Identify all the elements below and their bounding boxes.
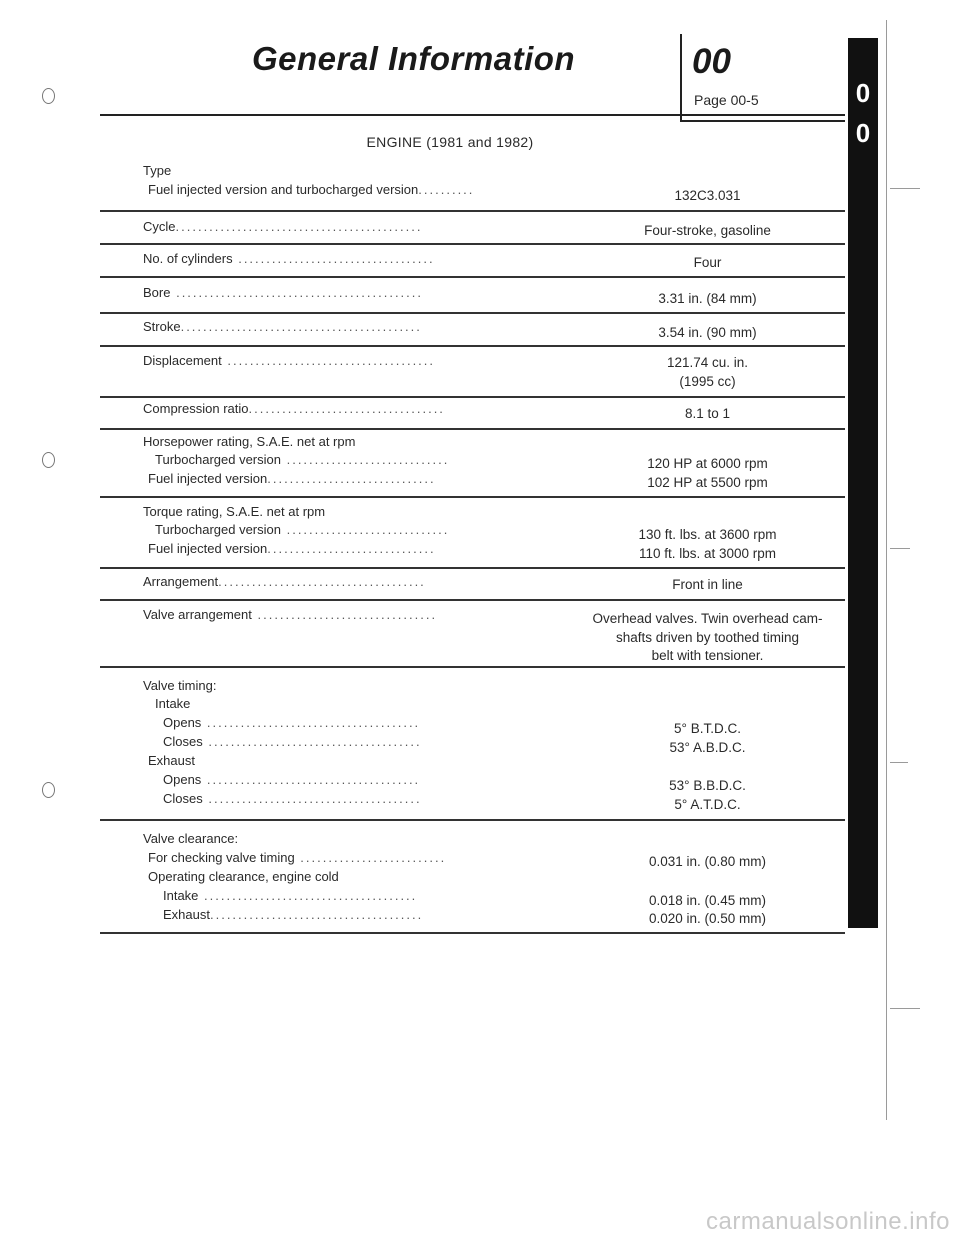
spec-value: Overhead valves. Twin overhead cam- bbox=[592, 611, 823, 626]
edge-mark bbox=[890, 1008, 920, 1009]
spec-heading: Horsepower rating, S.A.E. net at rpm bbox=[143, 434, 356, 449]
spec-label-text: For checking valve timing bbox=[148, 850, 295, 865]
spec-value: 120 HP at 6000 rpm bbox=[647, 456, 768, 471]
spec-label: For checking valve timing .......................... bbox=[148, 850, 447, 865]
spec-value: 0.020 in. (0.50 mm) bbox=[648, 911, 767, 926]
row-divider bbox=[100, 276, 845, 278]
spec-label: Cycle............................................ bbox=[143, 219, 423, 234]
row-divider bbox=[100, 599, 845, 601]
spec-value: 0.031 in. (0.80 mm) bbox=[648, 854, 767, 869]
spec-label-text: Fuel injected version bbox=[148, 471, 268, 486]
spec-value: belt with tensioner. bbox=[651, 648, 764, 663]
spec-value: shafts driven by toothed timing bbox=[615, 630, 800, 645]
row-divider bbox=[100, 243, 845, 245]
spec-label: Fuel injected version and turbocharged version.......... bbox=[148, 182, 475, 197]
row-divider bbox=[100, 396, 845, 398]
spec-value: 53° B.B.D.C. bbox=[669, 778, 746, 793]
spec-heading: Valve clearance: bbox=[143, 831, 239, 846]
spec-value: 110 ft. lbs. at 3000 rpm bbox=[638, 546, 777, 561]
spec-heading: Valve timing: bbox=[143, 678, 217, 693]
spec-label-text: Bore bbox=[143, 285, 171, 300]
page-number-label: Page 00-5 bbox=[694, 92, 759, 108]
page-edge-line bbox=[886, 20, 887, 1120]
section-box-divider bbox=[680, 34, 682, 120]
spec-subheading: Intake bbox=[155, 696, 191, 711]
row-divider bbox=[100, 312, 845, 314]
row-divider bbox=[100, 932, 845, 934]
section-number: 00 bbox=[692, 42, 731, 81]
edge-mark bbox=[890, 762, 908, 763]
spec-heading: Torque rating, S.A.E. net at rpm bbox=[143, 504, 326, 519]
page-label-rule bbox=[680, 120, 845, 122]
spec-value: Four-stroke, gasoline bbox=[644, 223, 771, 238]
spec-subheading: Operating clearance, engine cold bbox=[148, 869, 339, 884]
spec-value: 5° A.T.D.C. bbox=[674, 797, 741, 812]
row-divider bbox=[100, 428, 845, 430]
spec-label: Stroke........................................... bbox=[143, 319, 422, 334]
spec-subheading: Exhaust bbox=[148, 753, 195, 768]
spec-label-text: Turbocharged version bbox=[155, 452, 281, 467]
spec-value: 132C3.031 bbox=[674, 188, 741, 203]
spec-value: 3.31 in. (84 mm) bbox=[658, 291, 757, 306]
spec-label-text: Exhaust bbox=[163, 907, 210, 922]
binder-hole bbox=[42, 88, 55, 104]
spec-label-text: Displacement bbox=[143, 353, 222, 368]
page-header-title: General Information bbox=[252, 40, 576, 77]
spec-label: No. of cylinders ................................... bbox=[143, 251, 435, 266]
spec-value: 0.018 in. (0.45 mm) bbox=[648, 893, 767, 908]
spec-label-text: Valve arrangement bbox=[143, 607, 252, 622]
row-divider bbox=[100, 496, 845, 498]
spec-label: Opens ...................................... bbox=[163, 772, 421, 787]
row-divider bbox=[100, 345, 845, 347]
spec-label: Opens ...................................... bbox=[163, 715, 421, 730]
spec-label: Intake ...................................... bbox=[163, 888, 418, 903]
spec-label-text: Closes bbox=[163, 791, 203, 806]
spec-label: Bore ............................................ bbox=[143, 285, 424, 300]
spec-value: (1995 cc) bbox=[679, 374, 736, 389]
row-divider bbox=[100, 210, 845, 212]
edge-mark bbox=[890, 548, 910, 549]
spec-label: Compression ratio................................... bbox=[143, 401, 445, 416]
spec-label-text: Opens bbox=[163, 715, 202, 730]
spec-label: Fuel injected version.............................. bbox=[148, 541, 436, 556]
spec-label: Closes ...................................... bbox=[163, 791, 422, 806]
spec-label-text: Fuel injected version and turbocharged version bbox=[148, 182, 419, 197]
binder-hole bbox=[42, 782, 55, 798]
spec-label: Turbocharged version ............................. bbox=[155, 452, 450, 467]
spec-value: 53° A.B.D.C. bbox=[669, 740, 746, 755]
spec-label: Displacement ..................................... bbox=[143, 353, 436, 368]
spec-label-text: Cycle bbox=[143, 219, 176, 234]
spec-label-text: Stroke bbox=[143, 319, 181, 334]
spec-value: 121.74 cu. in. bbox=[666, 355, 749, 370]
spec-value: 102 HP at 5500 rpm bbox=[647, 475, 768, 490]
row-divider bbox=[100, 666, 845, 668]
spec-label: Turbocharged version ............................. bbox=[155, 522, 450, 537]
spec-label-text: Fuel injected version bbox=[148, 541, 268, 556]
edge-tab-mark: 0 bbox=[855, 118, 871, 148]
spec-value: 8.1 to 1 bbox=[684, 406, 731, 421]
spec-label: Exhaust...................................... bbox=[163, 907, 424, 922]
spec-label: Closes ...................................... bbox=[163, 734, 422, 749]
spec-value: 5° B.T.D.C. bbox=[674, 721, 741, 736]
spec-label: Arrangement..................................... bbox=[143, 574, 426, 589]
header-rule bbox=[100, 114, 845, 116]
binder-hole bbox=[42, 452, 55, 468]
spec-label: Fuel injected version.............................. bbox=[148, 471, 436, 486]
edge-tab bbox=[848, 38, 878, 928]
spec-label-text: Intake bbox=[163, 888, 199, 903]
spec-value: Front in line bbox=[672, 577, 743, 592]
edge-tab-mark: 0 bbox=[855, 78, 871, 108]
spec-label-text: Compression ratio bbox=[143, 401, 249, 416]
section-title: ENGINE (1981 and 1982) bbox=[366, 134, 534, 150]
spec-heading: Type bbox=[143, 163, 172, 178]
row-divider bbox=[100, 567, 845, 569]
watermark: carmanualsonline.info bbox=[706, 1208, 950, 1235]
spec-label-text: Turbocharged version bbox=[155, 522, 281, 537]
spec-value: 3.54 in. (90 mm) bbox=[658, 325, 757, 340]
spec-value: 130 ft. lbs. at 3600 rpm bbox=[638, 527, 777, 542]
spec-label-text: Closes bbox=[163, 734, 203, 749]
spec-label: Valve arrangement ................................ bbox=[143, 607, 438, 622]
edge-mark bbox=[890, 188, 920, 189]
spec-value: Four bbox=[693, 255, 722, 270]
spec-label-text: Opens bbox=[163, 772, 202, 787]
spec-label-text: Arrangement bbox=[143, 574, 219, 589]
row-divider bbox=[100, 819, 845, 821]
spec-label-text: No. of cylinders bbox=[143, 251, 233, 266]
